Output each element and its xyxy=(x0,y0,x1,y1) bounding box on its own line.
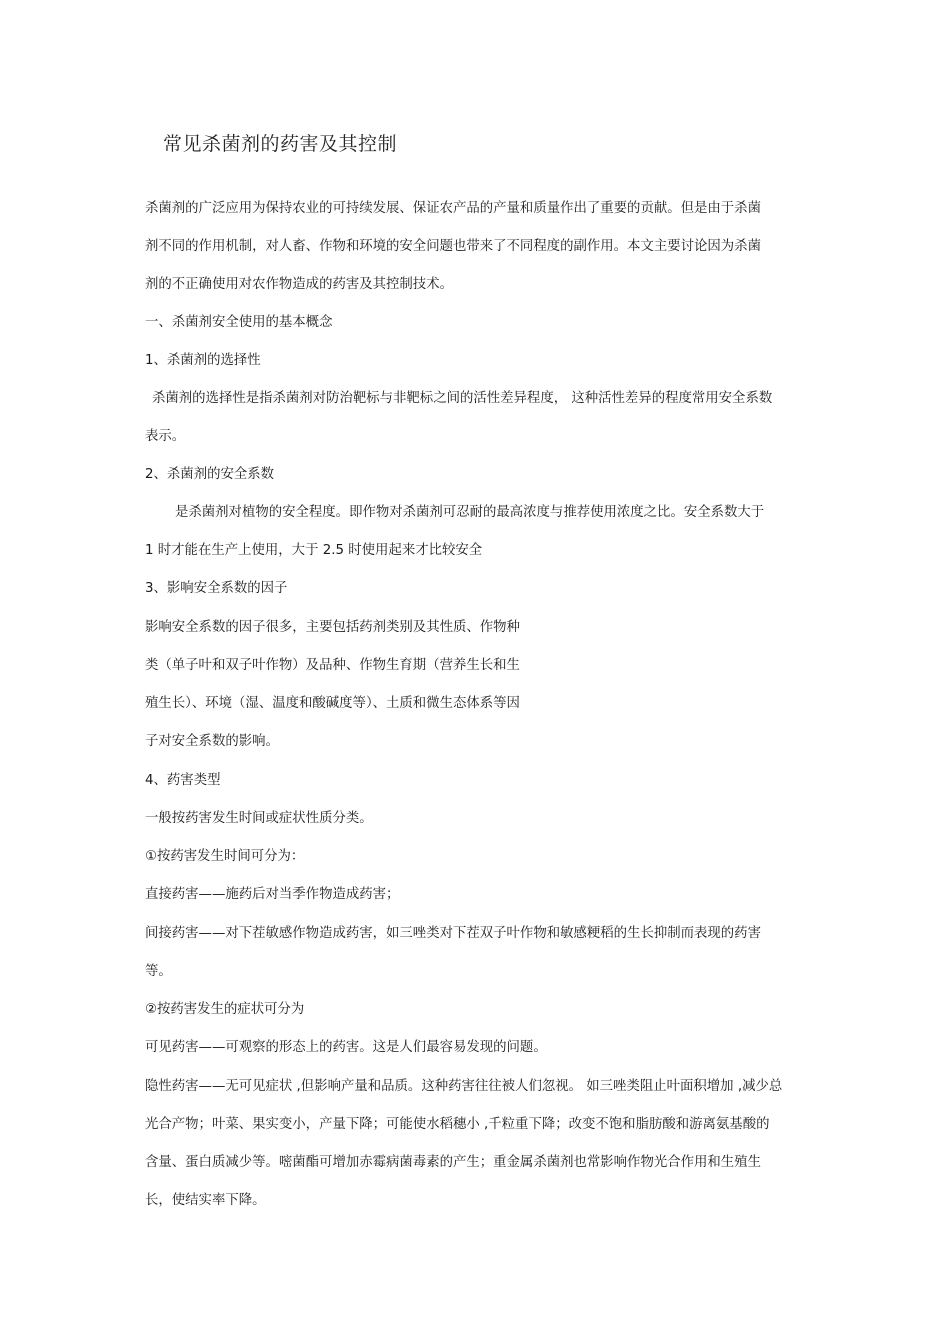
body-line: 类（单子叶和双子叶作物）及品种、作物生育期（营养生长和生 xyxy=(145,658,520,673)
body-line: 光合产物；叶菜、果实变小，产量下降；可能使水稻穗小 ,千粒重下降；改变不饱和脂肪酸和游离氨基酸的 xyxy=(145,1117,770,1132)
body-line: 一般按药害发生时间或症状性质分类。 xyxy=(145,811,373,826)
body-line: 杀菌剂的选择性是指杀菌剂对防治靶标与非靶标之间的活性差异程度， 这种活性差异的程度常用安全系数 xyxy=(152,391,773,406)
body-line: 杀菌剂的广泛应用为保持农业的可持续发展、保证农产品的产量和质量作出了重要的贡献。但是由于杀菌 xyxy=(145,201,761,216)
subsection-heading: 2、杀菌剂的安全系数 xyxy=(145,467,275,482)
body-line: 隐性药害——无可见症状 ,但影响产量和品质。这种药害往往被人们忽视。 如三唑类阻止叶面积增加 ,减少总 xyxy=(145,1079,783,1094)
body-line: ①按药害发生时间可分为： xyxy=(145,849,305,864)
body-line: 表示。 xyxy=(145,429,186,444)
body-line: 子对安全系数的影响。 xyxy=(145,734,279,749)
body-line: 含量、蛋白质减少等。嘧菌酯可增加赤霉病菌毒素的产生；重金属杀菌剂也常影响作物光合作用和生殖生 xyxy=(145,1155,761,1170)
body-line: 1 时才能在生产上使用，大于 2.5 时使用起来才比较安全 xyxy=(145,543,483,558)
body-line: ②按药害发生的症状可分为 xyxy=(145,1002,305,1017)
body-line: 殖生长）、环境（湿、温度和酸碱度等）、土质和微生态体系等因 xyxy=(145,696,520,711)
body-line: 可见药害——可观察的形态上的药害。这是人们最容易发现的问题。 xyxy=(145,1040,547,1055)
subsection-heading: 4、药害类型 xyxy=(145,773,221,788)
body-line: 剂不同的作用机制，对人畜、作物和环境的安全问题也带来了不同程度的副作用。本文主要讨论因为杀菌 xyxy=(145,239,761,254)
body-line: 直接药害——施药后对当季作物造成药害； xyxy=(145,887,400,902)
subsection-heading: 3、影响安全系数的因子 xyxy=(145,581,288,596)
body-line: 是杀菌剂对植物的安全程度。即作物对杀菌剂可忍耐的最高浓度与推荐使用浓度之比。安全系数大于 xyxy=(175,505,765,520)
subsection-heading: 1、杀菌剂的选择性 xyxy=(145,353,261,368)
body-line: 影响安全系数的因子很多，主要包括药剂类别及其性质、作物种 xyxy=(145,620,520,635)
body-line: 间接药害——对下茬敏感作物造成药害，如三唑类对下茬双子叶作物和敏感粳稻的生长抑制而表现的药害 xyxy=(145,926,761,941)
document-title: 常见杀菌剂的药害及其控制 xyxy=(163,133,398,155)
body-line: 等。 xyxy=(145,964,172,979)
body-line: 剂的不正确使用对农作物造成的药害及其控制技术。 xyxy=(145,277,453,292)
body-line: 长，使结实率下降。 xyxy=(145,1193,266,1208)
section-heading: 一、杀菌剂安全使用的基本概念 xyxy=(145,315,333,330)
